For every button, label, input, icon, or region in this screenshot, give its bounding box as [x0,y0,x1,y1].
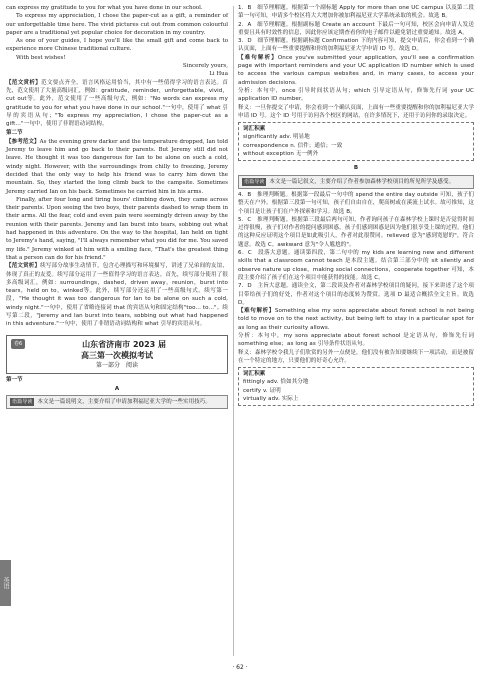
reference-essay-tag: 【参考范文】 [6,138,40,145]
answer-6: 6．C 段落大意题。通读第四段，第二句中的 my kids are learning new and different skills that a classroom cannot teach 是本段主题。结合第三部分中的 sit silently and observe nature up close，making social connections，cooperate together 可知，本段主要介绍了孩子们在这个项目中能获得的技能。故选 C。 [238,250,474,281]
reference-essay-text: As the evening grew darker and the temperature dropped, Ian told Jeremy to leave him and go back to their parents. But Jeremy still did not leave. He thought it was too dangerous for Ian to be alone on such a cold, windy night. However, with the surroundings from chilly to freezing, Jeremy decided that the only way to help his friend was to carry him down the mountain. So, they started the long climb back to the campsite. Sometimes Jeremy carried Ian on his back. Sometimes he carried him in his arms. [6,138,228,195]
left-column [6,4,228,411]
page-number: · 62 · [232,664,248,671]
difficult-sentence-1-tag: 【难句解析】 [238,54,278,61]
model-analysis-2-tag: 【范文赏析】 [6,263,41,270]
reference-essay-para-2: Finally, after four long and tiring hours' climbing down, they came across their parents. Upon seeing the two boys, their parents dashed to wrap them in their arms. All the fear, cold and even pain were seemingly driven away by the reunion with their parents. Jeremy and Ian burst into tears, sobbing out what had happened in this adventure. On the way to the hospital, Ian held on tight to Jeremy's hand, saying, "I'll always remember what you did for me. You saved my life." Jeremy winked at him with a smiling face, "That's the greatest thing that a person can do for his friend." [6,196,229,261]
passage-b-guide [238,175,474,189]
vocabulary-box-1 [238,122,474,161]
difficult-sentence-1-analysis: 分析：本句中，once 引导时间状语从句；which 引导定语从句，修饰先行词 your UC application ID number。 [238,87,474,103]
column-divider [233,6,234,656]
exam-title-line-1: 山东省济南市 2023 届 [82,339,167,349]
difficult-sentence-2-translation: 释义：森林学校令我儿子们欣赏的另外一点便是，他们没有被告知要继续下一项活动，而是被留在一个特定的地方，只要他们的好奇心允许。 [238,349,474,364]
difficult-sentence-2 [238,307,474,332]
exam-badge: 卷6 [11,339,25,349]
section-2-heading: 第二节 [6,130,23,137]
section-1-heading: 第一节 [6,376,23,383]
letter-para-3: As one of your guides, I hope you'll like the small gift and come back to experience more Chinese traditional culture. [6,38,228,53]
difficult-sentence-2-analysis: 分析：本句中，my sons appreciate about forest school 是定语从句，修饰先行词 something else；as long as 引导条件状语从句。 [238,332,474,348]
difficult-sentence-2-en: Something else my sons appreciate about forest school is not being told to move on to the next activity, but being left to stay in a particular spot for as long as their curiosity allows. [238,308,475,331]
vocabulary-box-2-title: 词汇积累 [243,371,266,378]
difficult-sentence-1 [238,54,474,87]
model-analysis-2-text: 续写部分故事生动情节，包含心理描写和环境描写，讲述了兄弟间的友谊，体现了真正的友爱。续写部分运用了一些值得学习的语言表达。首先，续写部分使用了很多高级词汇，例如：surroundings，dashed，driven away，reunion，burst into tears，held on to，winked等。此外，续写部分还运用了一些高级句式。续写第一段，"He thought it was too dangerous for Ian to be alone on such a cold, windy night."一句中，使用了省略连接词 that 的宾语从句和固定结构"too... to..."。续写第二段，"Jeremy and Ian burst into tears, sobbing out what had happened in this adventure."一句中，使用了非谓语动词结构和 what 引导的宾语从句。 [6,263,228,328]
subject-side-tab: 英语 [0,560,11,606]
exam-part-heading: 第一部分 阅读 [95,361,138,369]
model-analysis-2 [6,262,228,328]
vocabulary-box-1-title: 词汇积累 [243,126,266,133]
passage-a-guide-text: 本文是一篇说明文，主要介绍了申请加利福尼亚大学的一些实用技巧。 [37,399,212,406]
passage-a-heading: A [114,385,120,392]
passage-b-guide-label: 语篇导读 [244,178,265,185]
answer-5: 5．C 推理判断题。根据第三段最后两句可知，作者询问孩子在森林学校上课时是否觉得时间过得很慢，孩子们对作者的提问感到困惑，孩子们感到困惑是因为他们很享受上课的过程，他们的这种反应证明这个项目是如此吸引人，作者对此很赞同。relieved 意为"感到宽慰的"，符合题意。故选 C。awkward 意为"令人尴尬的"。 [238,216,474,248]
difficult-sentence-1-en: Once you've submitted your application, you'll see a confirmation page with important reminders and your UC application ID number which is used to access the various campus websites and, in many cases, to access your admission decisions. [238,54,475,86]
letter-closing: Sincerely yours, [182,63,228,70]
passage-a-guide-label: 语篇导读 [12,399,33,406]
letter-para-2: To express my appreciation, I chose the paper-cut as a gift, a reminder of our unforgettable time here. The vivid pictures cut out from common colourful paper are a traditional yet popular choice for decoration in my country. [6,13,228,36]
letter-signature: Li Hua [209,71,228,78]
answer-7: 7．D 主旨大意题。通读全文，第二段谈及作者对森林学校项目的疑问，接下来讲述了这个项目带给孩子们的好处，作者对这个项目的态度转为赞赏。选项 D 最适合概括全文主旨。故选 D。 [238,283,474,306]
answer-3: 3．D 细节理解题。根据副标题 Confirmation 下的内容可知，提交申请后，你会看到一个确认页面，上面有一些重要提醒和你的加利福尼亚大学申请 ID 号。故选 D。 [238,38,474,53]
difficult-sentence-2-tag: 【难句解析】 [238,308,275,315]
exam-title-line-2: 高三第一次模拟考试 [81,350,153,360]
passage-b-guide-text: 本文是一篇记叙文，主要介绍了作者参加森林学校项目的所见所学及感受。 [269,178,455,185]
vocabulary-item: without exception 无一例外 [243,151,319,158]
answer-2: 2．A 细节理解题。根据副标题 Create an account 下最后一句可知，校区会向申请人发送重要且具有时效性的信息，因此你应该定期查看你的电子邮件以避免错过重要通知。故选 A。 [238,21,474,36]
exam-banner [6,335,228,374]
vocabulary-item: fittingly adv. 恰如其分地 [243,379,309,386]
vocabulary-item: significantly adv. 明显地 [243,134,310,141]
letter-para-1: can express my gratitude to you for what you have done in our school. [6,5,203,11]
letter-wishes: With best wishes! [16,54,66,61]
reference-essay [6,138,228,196]
vocabulary-item: correspondence n. 信件；通信；一致 [243,142,343,149]
answer-1: 1．B 细节理解题。根据第一个副标题 Apply for more than one UC campus 以及第二段第一句可知，申请多个校区将大大增加你被加利福尼亚大学系统录取的机会。故选 B。 [238,5,474,20]
model-analysis-1-text: 范文要点齐全，语言风格运用恰当，其中有一些值得学习的语言表达。首先，范文使用了大量高级词汇，例如：gratitude，reminder，unforgettable，vivid，cut out等。此外，范文使用了一些高级句式，例如："No words can express my gratitude to you for what you have done in our school."一句中，使用了 what 引导的宾语从句；"To express my appreciation, I chose the paper-cut as a gift..."一句中，使用了非谓语动词结构。 [6,79,228,128]
right-column [238,4,474,409]
vocabulary-item: virtually adv. 实际上 [243,396,299,403]
vocabulary-item: certify v. 证明 [243,387,281,394]
vocabulary-box-2 [238,367,474,406]
answer-4: 4．B 推理判断题。根据第一段最后一句中的 spend the entire day outside 可知，孩子们整天在户外。根据第三段第一句可知，孩子们自由自在，爬高树或在溪流上试水。故可推知，这个项目是让孩子们在户外探索和学习。故选 B。 [238,191,474,215]
passage-b-heading: B [353,165,359,172]
passage-a-guide [6,395,228,409]
model-analysis-1 [6,79,228,129]
model-analysis-1-tag: 【范文赏析】 [6,79,42,86]
difficult-sentence-1-translation: 释义：一旦你提交了申请，你会看到一个确认页面，上面有一些重要提醒和你的加利福尼亚大学申请 ID 号。这个 ID 号用于访问各个校区的网站，在许多情况下，还用于访问你的录取决定。 [238,104,474,119]
